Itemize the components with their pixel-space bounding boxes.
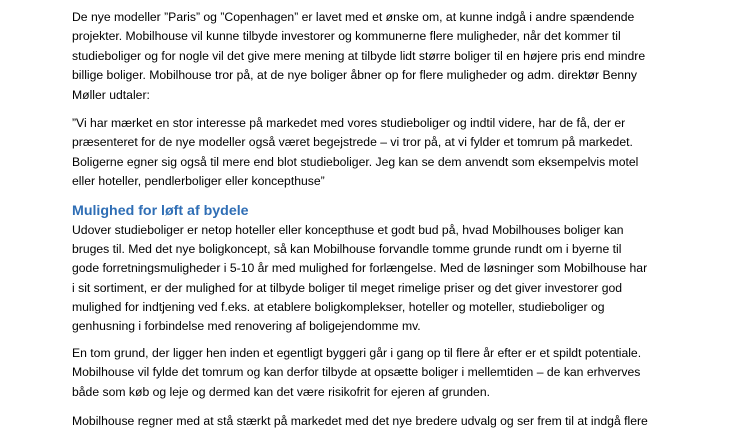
text-line: gode forretningsmuligheder i 5-10 år med mulighed for forlængelse. Med de løsninger som Mobilhouse har — [72, 261, 648, 276]
body-paragraph — [72, 412, 712, 431]
document-page — [72, 8, 712, 431]
text-line: De nye modeller ”Paris” og ”Copenhagen” er lavet med et ønske om, at kunne indgå i andre spændende — [72, 10, 635, 24]
body-paragraph — [72, 344, 712, 402]
quote-paragraph — [72, 114, 712, 192]
text-line: Udover studieboliger er netop hoteller eller koncepthuse et godt bud på, hvad Mobilhouses boliger kan — [72, 222, 624, 237]
text-line: Mobilhouse vil fylde det tomrum og kan derfor tilbyde at opsætte boliger i mellemtiden – de kan erhverves — [72, 365, 641, 380]
text-line: ”Vi har mærket en stor interesse på markedet med vores studieboliger og indtil videre, har de få, der er — [72, 115, 626, 130]
text-line: i sit sortiment, er der mulighed for at tilbyde boliger til meget rimelige priser og det giver investorer god — [72, 280, 623, 295]
text-line: præsenteret for de nye modeller også været begejstrede – vi tror på, at vi fylder et tomrum på markedet. — [72, 135, 633, 150]
text-line: bruges til. Med det nye boligkoncept, så kan Mobilhouse forvandle tomme grunde rundt om i byerne til — [72, 241, 622, 256]
text-line: projekter. Mobilhouse vil kunne tilbyde investorer og kommunerne flere muligheder, når det kommer til — [72, 29, 621, 44]
body-paragraph — [72, 221, 712, 337]
text-line: genhusning i forbindelse med renovering af boligejendomme mv. — [72, 319, 421, 334]
text-line: En tom grund, der ligger hen inden et egentligt byggeri går i gang op til flere år efter er et spildt potentiale. — [72, 345, 642, 360]
text-line: mulighed for indtjening ved f.eks. at etablere boligkomplekser, hoteller og moteller, studieboliger og — [72, 300, 605, 315]
text-line: studieboliger og for nogle vil det give mere mening at tilbyde lidt større boliger til en højere pris end mindre — [72, 48, 646, 63]
text-line: Boligerne egner sig også til mere end blot studieboliger. Jeg kan se dem anvendt som eksempelvis motel — [72, 154, 639, 169]
text-line: både som køb og leje og dermed kan det være risikofrit for ejeren af grunden. — [72, 384, 490, 399]
text-line: eller hoteller, pendlerboliger eller koncepthuse” — [72, 174, 325, 189]
intro-paragraph — [72, 8, 712, 105]
section-heading: Mulighed for løft af bydele — [72, 202, 249, 219]
text-line: Møller udtaler: — [72, 87, 150, 102]
text-line: Mobilhouse regner med at stå stærkt på markedet med det nye bredere udvalg og ser frem til at indgå flere — [72, 414, 648, 429]
text-line: billige boliger. Mobilhouse tror på, at de nye boliger åbner op for flere muligheder og adm. direktør Benny — [72, 68, 638, 83]
